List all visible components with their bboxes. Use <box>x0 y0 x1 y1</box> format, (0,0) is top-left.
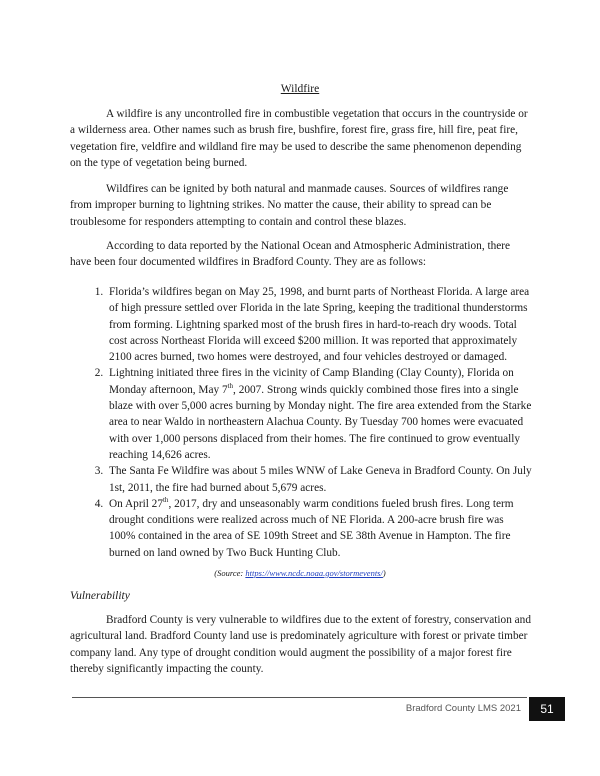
vulnerability-heading: Vulnerability <box>70 590 130 602</box>
list-item: 2. Lightning initiated three fires in the vicinity of Camp Blanding (Clay County), Florida on Monday afternoon, May 7th, 2007. Strong winds quickly combined those fires into a single blaze with over 5,000 acres burning by Monday night. The fire area extended from the Starke area to near Waldo in northeastern Alachua County. By Tuesday 700 homes were evacuated with over 1,000 persons displaced from their homes. The fire continued to grow eventually reaching 14,626 acres. <box>106 365 532 463</box>
wildfire-list <box>70 284 532 561</box>
page-number: 51 <box>529 697 565 721</box>
source-link[interactable]: https://www.ncdc.noaa.gov/stormevents/ <box>245 568 383 578</box>
page-title: Wildfire <box>280 83 320 95</box>
intro-paragraph: A wildfire is any uncontrolled fire in combustible vegetation that occurs in the countryside or a wilderness area. Other names such as brush fire, bushfire, forest fire, grass fire, hill fire, peat fire, vegetation fire, veldfire and wildland fire may be used to describe the same phenomenon depending on the type of vegetation being burned. <box>70 108 528 169</box>
footer-divider <box>72 697 527 698</box>
list-item: 4. On April 27th, 2017, dry and unseasonably warm conditions fueled brush fires. Long term drought conditions were realized across much of NE Florida. A 200-acre brush fire was 100% contained in the area of SE 109th Street and SE 38th Avenue in Hampton. The fire burned on land owned by Two Buck Hunting Club. <box>106 496 532 561</box>
list-item: 3. The Santa Fe Wildfire was about 5 miles WNW of Lake Geneva in Bradford County. On July 1st, 2011, the fire had burned about 5,679 acres. <box>106 463 532 496</box>
causes-paragraph: Wildfires can be ignited by both natural and manmade causes. Sources of wildfires range from improper burning to lightning strikes. No matter the cause, their ability to spread can be troublesome for responders attempting to contain and control these blazes. <box>70 183 509 228</box>
noaa-paragraph: According to data reported by the National Ocean and Atmospheric Administration, there have been four documented wildfires in Bradford County. They are as follows: <box>70 240 511 269</box>
source-citation: (Source: https://www.ncdc.noaa.gov/stormevents/) <box>214 568 386 578</box>
vulnerability-paragraph: Bradford County is very vulnerable to wildfires due to the extent of forestry, conservation and agricultural land. Bradford County land use is predominately agriculture with forest or private timber company land. Any type of drought condition would augment the possibility of a major forest fire thereby significantly impacting the county. <box>70 614 531 675</box>
list-item: 1. Florida’s wildfires began on May 25, 1998, and burnt parts of Northeast Florida. A large area of high pressure settled over Florida in the late Spring, keeping the traditional thunderstorms from forming. Lightning sparked most of the brush fires in hard-to-reach dry woods. Total cost across Northeast Florida will exceed $200 million. It was reported that approximately 2100 acres burned, two homes were destroyed, and four vehicles destroyed or damaged. <box>106 284 532 365</box>
footer-label: Bradford County LMS 2021 <box>405 703 521 714</box>
